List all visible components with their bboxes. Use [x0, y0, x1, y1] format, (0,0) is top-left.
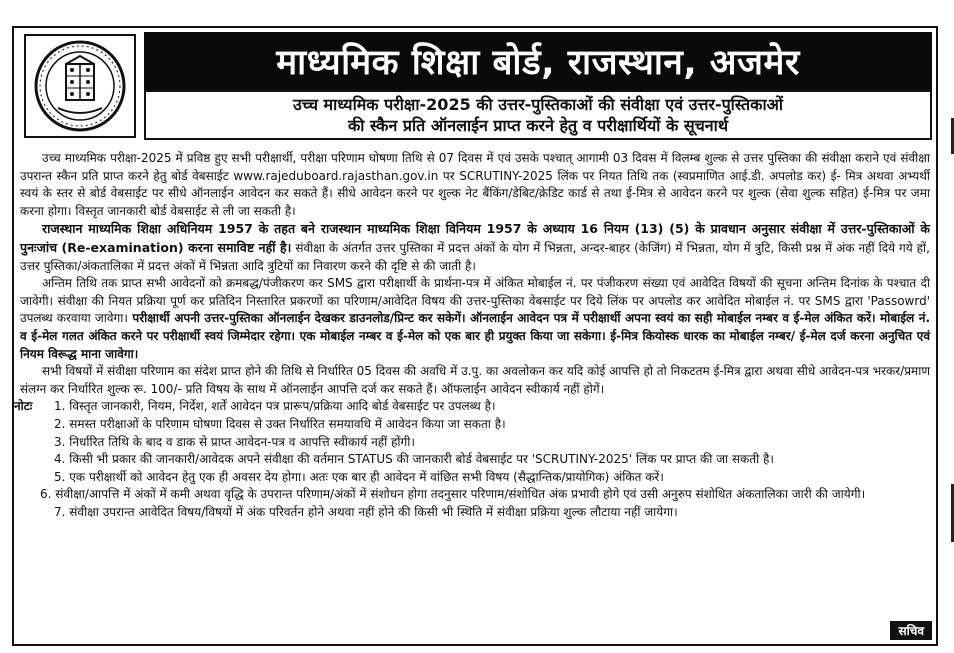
notice-header — [14, 28, 936, 146]
note-item — [20, 469, 930, 487]
note-number: 7. — [54, 504, 66, 519]
sms-process-text: अन्तिम तिथि तक प्राप्त सभी आवेदनों को क्रमबद्ध/पंजीकरण कर SMS द्वारा परीक्षार्थी के प्रार्थना-पत्र में अंकित मोबाईल नं. पर पंजीकरण संख्या एवं आवेदित विषयों की सूचना अन्तिम दिनांक के पश्चात दी जावेगी। संवीक्षा की नियत प्रक्रिया पूर्ण कर प्रतिदिन निस्तारित प्रकरणों का परिणाम/आवेदित विषय की उत्तर-पुस्तिका वेबसाईट पर दिये लिंक पर अपलोड कर आवेदित मोबाईल नं. पर SMS द्वारा 'Passowrd' उपलब्ध करवाया जावेगा। — [20, 276, 930, 326]
paragraph-application: उच्च माध्यमिक परीक्षा-2025 में प्रविष्ठ हुए सभी परीक्षार्थी, परीक्षा परिणाम घोषणा तिथि से 07 दिवस में एवं उसके पश्चात् आगामी 03 दिवस में विलम्ब शुल्क से उत्तर पुस्तिका की संवीक्षा कराने एवं संवीक्षा उपरान्त स्कैन प्रति प्राप्त करने हेतु बोर्ड वेबसाईट www.rajeduboard.rajasthan.gov.in पर SCRUTINY-2025 लिंक पर नियत तिथि तक (स्वप्रमाणित आई.डी. अपलोड कर) ई- मित्र अथवा अभ्यर्थी स्वयं के स्तर से बोर्ड वेबसाईट पर सीधे ऑनलाईन आवेदन कर सकते हैं। सीधे आवेदन करने पर शुल्क नेट बैंकिंग/डेबिट/क्रेडिट कार्ड से तथा ई-मित्र से आवेदन करने पर शुल्क (सेवा शुल्क सहित) ई-मित्र पर जमा करना होगा। विस्तृत जानकारी बोर्ड वेबसाईट से ली जा सकती है। — [20, 151, 930, 218]
note-text: एक परीक्षार्थी को आवेदन हेतु एक ही अवसर देय होगा। अतः एक बार ही आवेदन में वांछित सभी विषय (सैद्धान्तिक/प्रायोगिक) अंकित करें। — [69, 469, 664, 484]
note-text: निर्धारित तिथि के बाद व डाक से प्राप्त आवेदन-पत्र व आपत्ति स्वीकार्य नहीं होंगी। — [69, 434, 415, 449]
note-number: 4. — [54, 452, 66, 467]
board-logo — [24, 34, 136, 138]
note-text: संवीक्षा उपरान्त आवेदित विषय/विषयों में अंक परिवर्तन होने अथवा नहीं होने की किसी भी स्थिति में संवीक्षा प्रक्रिया शुल्क लौटाया नहीं जायेगा। — [69, 504, 678, 519]
mobile-email-instructions: परीक्षार्थी अपनी उत्तर-पुस्तिका ऑनलाईन देखकर डाउनलोड/प्रिन्ट कर सकेगें। ऑनलाईन आवेदन पत्र में परीक्षार्थी अपना स्वयं का सही मोबाईल नम्बर व ई-मेल अंकित करें। मोबाईल नं. व ई-मेल गलत अंकित करने पर परीक्षार्थी स्वयं जिम्मेदार रहेगा। एक मोबाईल नम्बर व ई-मेल को एक बार ही प्रयुक्त किया जा सकेगा। ई-मित्र कियोस्क धारक का मोबाईल नम्बर/ ई-मेल दर्ज करना अनुचित एवं नियम विरूद्ध माना जावेगा। — [20, 311, 930, 361]
notes-label: नोटः — [14, 399, 33, 414]
signature-label: सचिव — [890, 621, 932, 640]
note-item — [14, 398, 930, 416]
note-number: 5. — [54, 469, 66, 484]
regulation-statement: राजस्थान माध्यमिक शिक्षा अधिनियम 1957 के तहत बने राजस्थान माध्यमिक शिक्षा विनियम 1957 के अध्याय 16 नियम (13) (5) के प्रावधान अनुसार संवीक्षा में उत्तर-पुस्तिकाओं के पुनःजांच (Re-examination) करना समाविष्ट नहीं है। — [20, 221, 930, 255]
paragraph-objection: सभी विषयों में संवीक्षा परिणाम का संदेश प्राप्त होने की तिथि से निर्धारित 05 दिवस की अवधि में उ.पु. का अवलोकन कर यदि कोई आपत्ति हो तो निकटतम ई-मित्र द्वारा अथवा सीधे आवेदन-पत्र भरकर/प्रमाण संलग्न कर निर्धारित शुल्क रू. 100/- प्रति विषय के साथ में ऑनलाईन आपत्ति दर्ज कर सकते हैं। ऑफलाईन आवेदन स्वीकार्य नहीं होगें। — [20, 364, 930, 396]
notice-frame — [12, 26, 938, 646]
subtitle-line-1: उच्च माध्यमिक परीक्षा-2025 की उत्तर-पुस्तिकाओं की संवीक्षा एवं उत्तर-पुस्तिकाओं — [293, 95, 783, 114]
notice-body — [14, 150, 930, 521]
note-item — [20, 486, 930, 504]
notice-subtitle — [144, 90, 932, 140]
note-item — [20, 504, 930, 522]
note-text: विस्तृत जानकारी, नियम, निर्देश, शर्तें आवेदन पत्र प्रारूप/प्रक्रिया आदि बोर्ड वेबसाईट पर उपलब्ध है। — [69, 399, 496, 414]
note-item — [20, 434, 930, 452]
note-text: संवीक्षा/आपत्ति में अंकों में कमी अथवा वृद्धि के उपरान्त परिणाम/अंकों में संशोधन होगा तदनुसार परिणाम/संशोधित अंक प्रभावी होगे एवं उसी अनुरुप संशोधित अंकतालिका जारी की जायेगी। — [55, 487, 866, 502]
note-item — [20, 416, 930, 434]
note-number: 2. — [54, 416, 66, 431]
note-number: 1. — [54, 399, 66, 414]
subtitle-line-2: की स्कैन प्रति ऑनलाईन प्राप्त करने हेतु व परीक्षार्थियों के सूचनार्थ — [347, 116, 729, 135]
board-title: माध्यमिक शिक्षा बोर्ड, राजस्थान, अजमेर — [144, 32, 932, 90]
note-text: समस्त परीक्षाओं के परिणाम घोषणा दिवस से उक्त निर्धारित समयावधि में आवेदन किया जा सकता है। — [69, 416, 506, 431]
board-emblem-icon — [26, 36, 134, 136]
scrutiny-scope: संवीक्षा के अंतर्गत उत्तर पुस्तिका में प्रदत्त अंकों के योग में भिन्नता, अन्दर-बाहर (केजिंग) में भिन्नता, योग में त्रुटि, किसी प्रश्न में अंक नहीं दिये गये हों, उत्तर पुस्तिका/अंकतालिका में प्रदत्त अंकों में भिन्नता आदि त्रुटियों का निवारण करने की दृष्टि से की जाती है। — [20, 240, 930, 273]
note-number: 6. — [40, 487, 52, 502]
note-number: 3. — [54, 434, 66, 449]
paragraph-sms-notification — [20, 275, 930, 363]
note-item — [20, 451, 930, 469]
note-text: किसी भी प्रकार की जानकारी/आवेदक अपने संवीक्षा की वर्तमान STATUS की जानकारी बोर्ड वेबसाईट पर 'SCRUTINY-2025' लिंक पर प्राप्त की जा सकती है। — [69, 452, 774, 467]
paragraph-scrutiny-rules — [20, 220, 930, 275]
notes-list — [14, 398, 930, 521]
